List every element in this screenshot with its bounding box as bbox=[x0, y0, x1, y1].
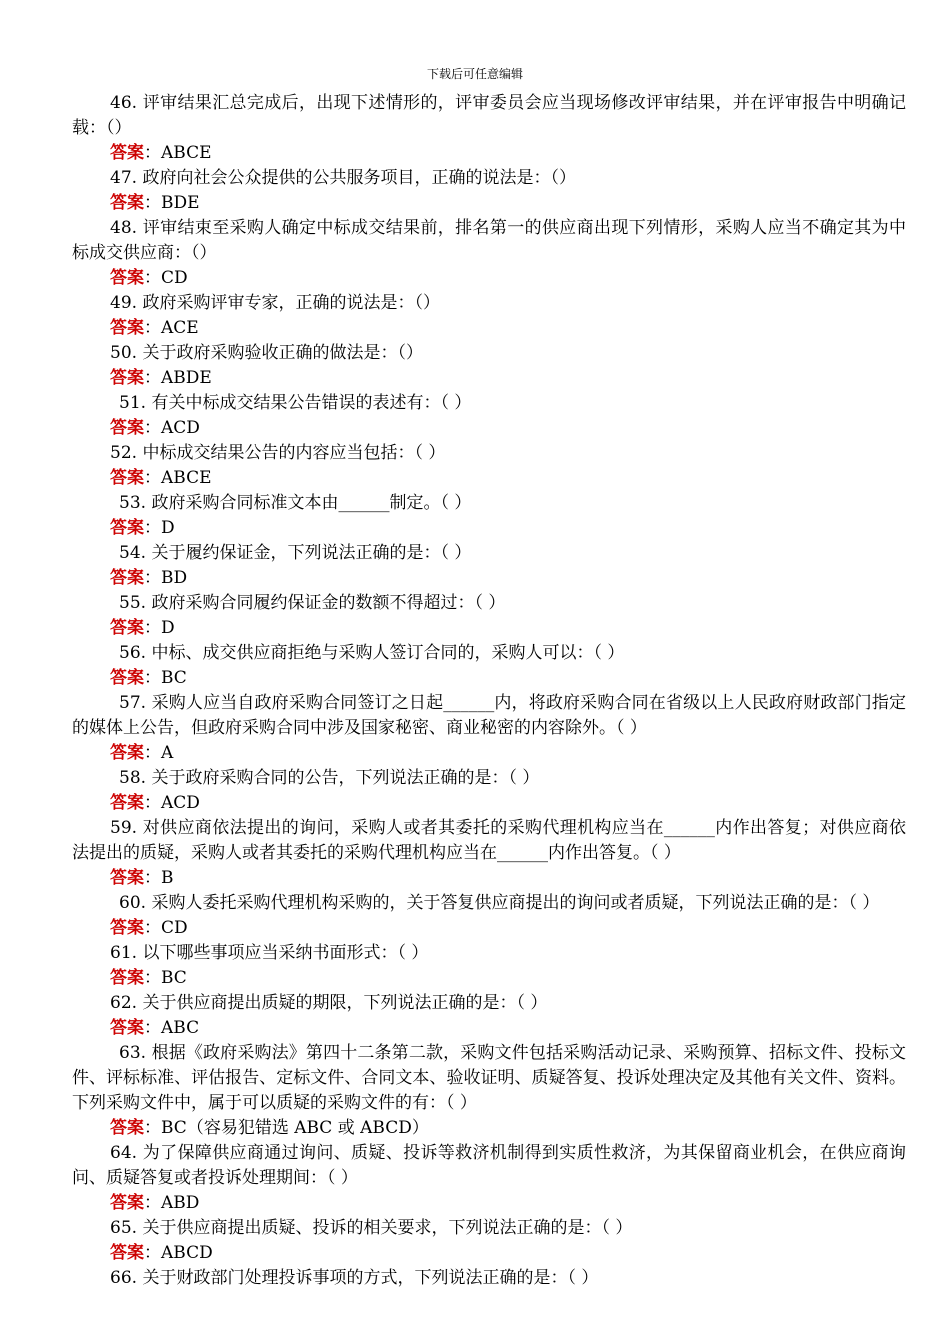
answer-line bbox=[72, 916, 906, 941]
question-text: 66. 关于财政部门处理投诉事项的方式，下列说法正确的是：（ ） bbox=[110, 1268, 599, 1288]
answer-value: BC bbox=[161, 968, 187, 988]
answer-value: ABDE bbox=[161, 368, 212, 388]
answer-colon: ： bbox=[144, 518, 161, 538]
question-text: 55. 政府采购合同履约保证金的数额不得超过：（ ） bbox=[119, 593, 506, 613]
answer-value: ACD bbox=[161, 418, 200, 438]
answer-line bbox=[72, 566, 906, 591]
answer-value: A bbox=[161, 743, 174, 763]
answer-colon: ： bbox=[144, 468, 161, 488]
answer-line bbox=[72, 1116, 906, 1141]
answer-colon: ： bbox=[144, 618, 161, 638]
question-text: 58. 关于政府采购合同的公告，下列说法正确的是：（ ） bbox=[119, 768, 540, 788]
question-text: 59. 对供应商依法提出的询问，采购人或者其委托的采购代理机构应当在______内作出答复；对供应商依法提出的质疑，采购人或者其委托的采购代理机构应当在______内作出答复。（ ） bbox=[72, 818, 906, 863]
question-list bbox=[72, 91, 906, 1291]
answer-line bbox=[72, 316, 906, 341]
answer-line bbox=[72, 416, 906, 441]
question-text: 52. 中标成交结果公告的内容应当包括：（ ） bbox=[110, 443, 446, 463]
question-text: 48. 评审结束至采购人确定中标成交结果前，排名第一的供应商出现下列情形，采购人应当不确定其为中标成交供应商：（） bbox=[72, 218, 906, 263]
answer-label: 答案 bbox=[110, 1193, 144, 1213]
answer-line bbox=[72, 866, 906, 891]
answer-label: 答案 bbox=[110, 968, 144, 988]
answer-line bbox=[72, 966, 906, 991]
answer-line bbox=[72, 191, 906, 216]
answer-line bbox=[72, 141, 906, 166]
answer-line bbox=[72, 1191, 906, 1216]
answer-value: CD bbox=[161, 268, 188, 288]
answer-colon: ： bbox=[144, 1118, 161, 1138]
answer-line bbox=[72, 616, 906, 641]
answer-colon: ： bbox=[144, 193, 161, 213]
question-text: 54. 关于履约保证金，下列说法正确的是：（ ） bbox=[119, 543, 472, 563]
answer-value: BD bbox=[161, 568, 188, 588]
answer-value: B bbox=[161, 868, 174, 888]
answer-label: 答案 bbox=[110, 793, 144, 813]
answer-colon: ： bbox=[144, 568, 161, 588]
answer-value: ACE bbox=[161, 318, 199, 338]
question-text: 56. 中标、成交供应商拒绝与采购人签订合同的，采购人可以：（ ） bbox=[119, 643, 625, 663]
answer-colon: ： bbox=[144, 318, 161, 338]
answer-value: ABCD bbox=[161, 1243, 213, 1263]
answer-label: 答案 bbox=[110, 1243, 144, 1263]
answer-colon: ： bbox=[144, 268, 161, 288]
question-text: 64. 为了保障供应商通过询问、质疑、投诉等救济机制得到实质性救济，为其保留商业机会，在供应商询问、质疑答复或者投诉处理期间：（ ） bbox=[72, 1143, 906, 1188]
question-text: 63. 根据《政府采购法》第四十二条第二款，采购文件包括采购活动记录、采购预算、招标文件、投标文件、评标标准、评估报告、定标文件、合同文本、验收证明、质疑答复、投诉处理决定及其他有关文件、资料。下列采购文件中，属于可以质疑的采购文件的有：（ ） bbox=[72, 1043, 906, 1113]
answer-colon: ： bbox=[144, 968, 161, 988]
answer-line bbox=[72, 366, 906, 391]
answer-line bbox=[72, 1016, 906, 1041]
answer-colon: ： bbox=[144, 1193, 161, 1213]
answer-colon: ： bbox=[144, 418, 161, 438]
question-text: 51. 有关中标成交结果公告错误的表述有：（ ） bbox=[119, 393, 472, 413]
answer-value: D bbox=[161, 618, 175, 638]
answer-label: 答案 bbox=[110, 1018, 144, 1038]
question-text: 65. 关于供应商提出质疑、投诉的相关要求，下列说法正确的是：（ ） bbox=[110, 1218, 633, 1238]
answer-label: 答案 bbox=[110, 518, 144, 538]
answer-line bbox=[72, 1241, 906, 1266]
answer-value: ACD bbox=[161, 793, 200, 813]
answer-label: 答案 bbox=[110, 618, 144, 638]
answer-colon: ： bbox=[144, 143, 161, 163]
answer-value: ABD bbox=[161, 1193, 200, 1213]
answer-line bbox=[72, 516, 906, 541]
answer-line bbox=[72, 466, 906, 491]
question-text: 49. 政府采购评审专家，正确的说法是：（） bbox=[110, 293, 440, 313]
question-text: 50. 关于政府采购验收正确的做法是：（） bbox=[110, 343, 423, 363]
answer-label: 答案 bbox=[110, 918, 144, 938]
answer-value: ABCE bbox=[161, 468, 212, 488]
question-text: 60. 采购人委托采购代理机构采购的，关于答复供应商提出的询问或者质疑，下列说法正确的是：（ ） bbox=[119, 893, 880, 913]
question-text: 46. 评审结果汇总完成后，出现下述情形的，评审委员会应当现场修改评审结果，并在评审报告中明确记载：（） bbox=[72, 93, 906, 138]
answer-value: BC bbox=[161, 668, 187, 688]
answer-label: 答案 bbox=[110, 318, 144, 338]
answer-label: 答案 bbox=[110, 568, 144, 588]
answer-label: 答案 bbox=[110, 668, 144, 688]
answer-label: 答案 bbox=[110, 368, 144, 388]
answer-value: BDE bbox=[161, 193, 200, 213]
answer-label: 答案 bbox=[110, 143, 144, 163]
answer-value: ABCE bbox=[161, 143, 212, 163]
answer-colon: ： bbox=[144, 918, 161, 938]
question-text: 47. 政府向社会公众提供的公共服务项目，正确的说法是：（） bbox=[110, 168, 576, 188]
answer-line bbox=[72, 741, 906, 766]
answer-colon: ： bbox=[144, 868, 161, 888]
answer-line bbox=[72, 666, 906, 691]
answer-colon: ： bbox=[144, 793, 161, 813]
answer-label: 答案 bbox=[110, 418, 144, 438]
answer-label: 答案 bbox=[110, 868, 144, 888]
answer-line bbox=[72, 266, 906, 291]
question-text: 53. 政府采购合同标准文本由______制定。（ ） bbox=[119, 493, 472, 513]
answer-colon: ： bbox=[144, 368, 161, 388]
answer-label: 答案 bbox=[110, 1118, 144, 1138]
answer-value: D bbox=[161, 518, 175, 538]
answer-colon: ： bbox=[144, 743, 161, 763]
answer-value: ABC bbox=[161, 1018, 200, 1038]
answer-value: CD bbox=[161, 918, 188, 938]
answer-colon: ： bbox=[144, 1018, 161, 1038]
answer-label: 答案 bbox=[110, 268, 144, 288]
answer-line bbox=[72, 791, 906, 816]
page-header: 下载后可任意编辑 bbox=[426, 67, 523, 81]
answer-colon: ： bbox=[144, 1243, 161, 1263]
question-text: 61. 以下哪些事项应当采纳书面形式：（ ） bbox=[110, 943, 429, 963]
answer-label: 答案 bbox=[110, 468, 144, 488]
question-text: 62. 关于供应商提出质疑的期限，下列说法正确的是：（ ） bbox=[110, 993, 548, 1013]
answer-label: 答案 bbox=[110, 743, 144, 763]
answer-colon: ： bbox=[144, 668, 161, 688]
question-text: 57. 采购人应当自政府采购合同签订之日起______内，将政府采购合同在省级以上人民政府财政部门指定的媒体上公告，但政府采购合同中涉及国家秘密、商业秘密的内容除外。（ ） bbox=[72, 693, 906, 738]
answer-label: 答案 bbox=[110, 193, 144, 213]
answer-value: BC（容易犯错选 ABC 或 ABCD） bbox=[161, 1118, 429, 1138]
